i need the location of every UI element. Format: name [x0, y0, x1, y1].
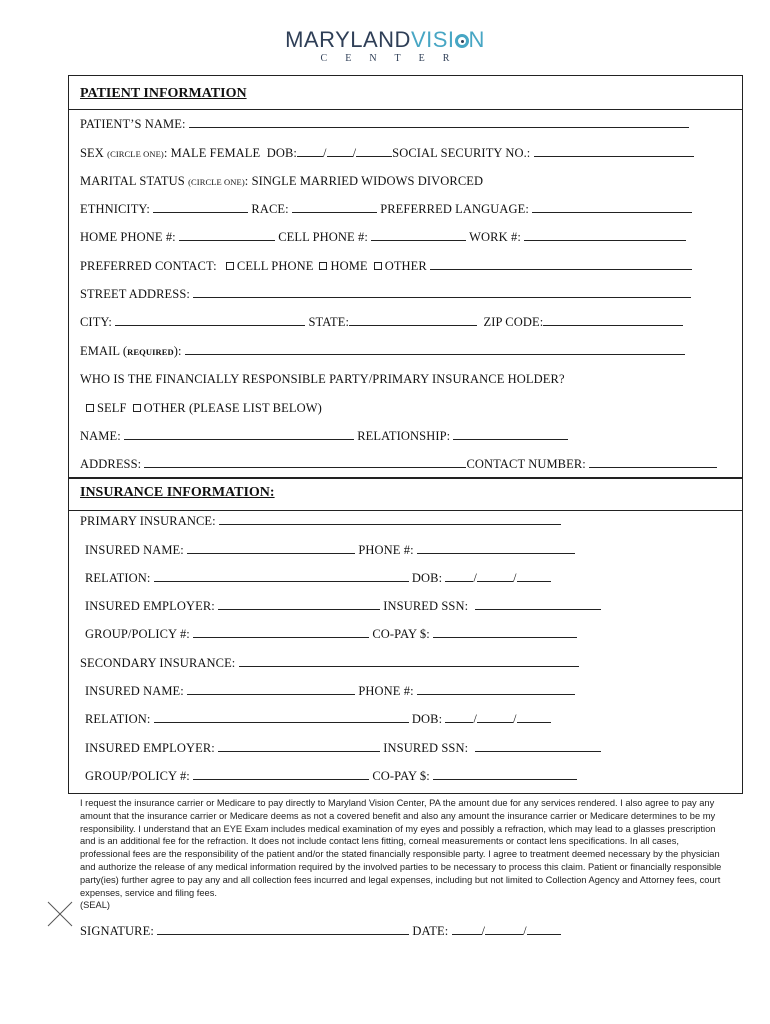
race-field[interactable] [292, 202, 377, 213]
dob-day-field[interactable] [327, 146, 353, 157]
home-checkbox[interactable] [319, 262, 327, 270]
responsible-options-row: SELF OTHER (PLEASE LIST BELOW) [80, 401, 322, 416]
secondary-phone-field[interactable] [417, 684, 575, 695]
street-address-field[interactable] [193, 287, 691, 298]
secondary-insurance-row: SECONDARY INSURANCE: [80, 656, 579, 671]
primary-copay-field[interactable] [433, 627, 577, 638]
seal-label: (SEAL) [80, 900, 110, 911]
patient-section-box [68, 75, 743, 479]
secondary-relation-field[interactable] [154, 712, 409, 723]
signature-row: SIGNATURE: DATE: / / [80, 924, 561, 939]
secondary-ssn-field[interactable] [475, 741, 601, 752]
primary-employer-row: INSURED EMPLOYER: INSURED SSN: [85, 599, 601, 614]
legal-text: I request the insurance carrier or Medicare to pay directly to Maryland Vision Center, PA the amount due for any services rendered. I also agree to pay any amount that the insurance carrier or Medicare deems as not a covered benefit and also any amount the insurance carrier or Medicare determines to be my responsibility. I understand that an EYE Exam includes medical examination of my eyes and possibly a refraction, which may lead to a glasses prescription and is an additional fee for the refraction. It does not include contact lens fitting, corneal measurements or contact lens specifications. In all cases, professional fees are the responsibility of the patient and/or the stated financially responsible party. I agree to treatment deemed necessary by the physician and authorize the release of any medical information required by the involved parties to be necessary to process this claim. Patient or financially responsible party(ies) further agree to pay any and all collection fees incurred and legal expenses, including but not limited to Collection Agency and Attorney fees, court expenses, service and filing fees. [80, 798, 722, 898]
preferred-contact-row: PREFERRED CONTACT: CELL PHONE HOME OTHER [80, 259, 692, 274]
secondary-dob-month[interactable] [445, 712, 473, 723]
street-address-row: STREET ADDRESS: [80, 287, 691, 302]
secondary-group-row: GROUP/POLICY #: CO-PAY $: [85, 769, 577, 784]
language-field[interactable] [532, 202, 692, 213]
ssn-field[interactable] [534, 146, 694, 157]
zip-field[interactable] [543, 315, 683, 326]
primary-relation-row: RELATION: DOB: / / [85, 571, 551, 586]
responsible-name-row: NAME: RELATIONSHIP: [80, 429, 568, 444]
email-field[interactable] [185, 344, 685, 355]
state-field[interactable] [349, 315, 477, 326]
city-state-zip-row: CITY: STATE: ZIP CODE: [80, 315, 683, 330]
dob-year-field[interactable] [356, 146, 392, 157]
secondary-insurance-field[interactable] [239, 656, 579, 667]
email-row: EMAIL (REQUIRED): [80, 344, 685, 359]
patient-name-row: PATIENT’S NAME: [80, 117, 689, 132]
city-field[interactable] [115, 315, 305, 326]
logo-eye-icon [455, 34, 469, 48]
logo-subtitle: CENTER [320, 53, 468, 64]
work-phone-field[interactable] [524, 230, 686, 241]
logo-vision: VISI N [410, 27, 485, 52]
insurance-section-title: INSURANCE INFORMATION: [80, 485, 275, 500]
legal-agreement [80, 797, 725, 912]
responsible-address-field[interactable] [144, 457, 466, 468]
primary-insurance-field[interactable] [219, 514, 561, 525]
phone-row: HOME PHONE #: CELL PHONE #: WORK #: [80, 230, 686, 245]
self-checkbox[interactable] [86, 404, 94, 412]
logo-wordmark: MARYLANDVISI N [285, 27, 485, 52]
cell-phone-field[interactable] [371, 230, 466, 241]
sex-dob-row: SEX (CIRCLE ONE): MALE FEMALE DOB: / / SOCIAL SECURITY NO.: [80, 146, 694, 161]
primary-dob-year[interactable] [517, 571, 551, 582]
primary-ssn-field[interactable] [475, 599, 601, 610]
secondary-insured-name-field[interactable] [187, 684, 355, 695]
other-list-checkbox[interactable] [133, 404, 141, 412]
primary-relation-field[interactable] [154, 571, 409, 582]
patient-name-field[interactable] [189, 117, 689, 128]
secondary-employer-field[interactable] [218, 741, 380, 752]
home-phone-field[interactable] [179, 230, 275, 241]
primary-dob-month[interactable] [445, 571, 473, 582]
primary-group-row: GROUP/POLICY #: CO-PAY $: [85, 627, 577, 642]
relationship-field[interactable] [453, 429, 568, 440]
primary-dob-day[interactable] [477, 571, 513, 582]
secondary-group-field[interactable] [193, 769, 369, 780]
ethnicity-row: ETHNICITY: RACE: PREFERRED LANGUAGE: [80, 202, 692, 217]
signature-date-day[interactable] [485, 924, 523, 935]
secondary-dob-day[interactable] [477, 712, 513, 723]
secondary-copay-field[interactable] [433, 769, 577, 780]
other-checkbox[interactable] [374, 262, 382, 270]
cell-phone-checkbox[interactable] [226, 262, 234, 270]
primary-insurance-row: PRIMARY INSURANCE: [80, 514, 561, 529]
logo [0, 28, 770, 64]
signature-date-month[interactable] [452, 924, 482, 935]
responsible-party-question: WHO IS THE FINANCIALLY RESPONSIBLE PARTY/PRIMARY INSURANCE HOLDER? [80, 372, 565, 386]
signature-date-year[interactable] [527, 924, 561, 935]
signature-field[interactable] [157, 924, 409, 935]
secondary-insured-name-row: INSURED NAME: PHONE #: [85, 684, 575, 699]
responsible-address-row: ADDRESS: CONTACT NUMBER: [80, 457, 717, 472]
marital-status-row[interactable]: MARITAL STATUS (CIRCLE ONE): SINGLE MARRIED WIDOWS DIVORCED [80, 174, 484, 188]
primary-phone-field[interactable] [417, 543, 575, 554]
signature-x-icon [46, 900, 74, 928]
primary-group-field[interactable] [193, 627, 369, 638]
secondary-relation-row: RELATION: DOB: / / [85, 712, 551, 727]
contact-number-field[interactable] [589, 457, 717, 468]
primary-insured-name-row: INSURED NAME: PHONE #: [85, 543, 575, 558]
primary-employer-field[interactable] [218, 599, 380, 610]
responsible-name-field[interactable] [124, 429, 354, 440]
ethnicity-field[interactable] [153, 202, 248, 213]
secondary-dob-year[interactable] [517, 712, 551, 723]
primary-insured-name-field[interactable] [187, 543, 355, 554]
dob-month-field[interactable] [297, 146, 323, 157]
secondary-employer-row: INSURED EMPLOYER: INSURED SSN: [85, 741, 601, 756]
patient-section-title: PATIENT INFORMATION [80, 86, 247, 101]
other-contact-field[interactable] [430, 259, 692, 270]
